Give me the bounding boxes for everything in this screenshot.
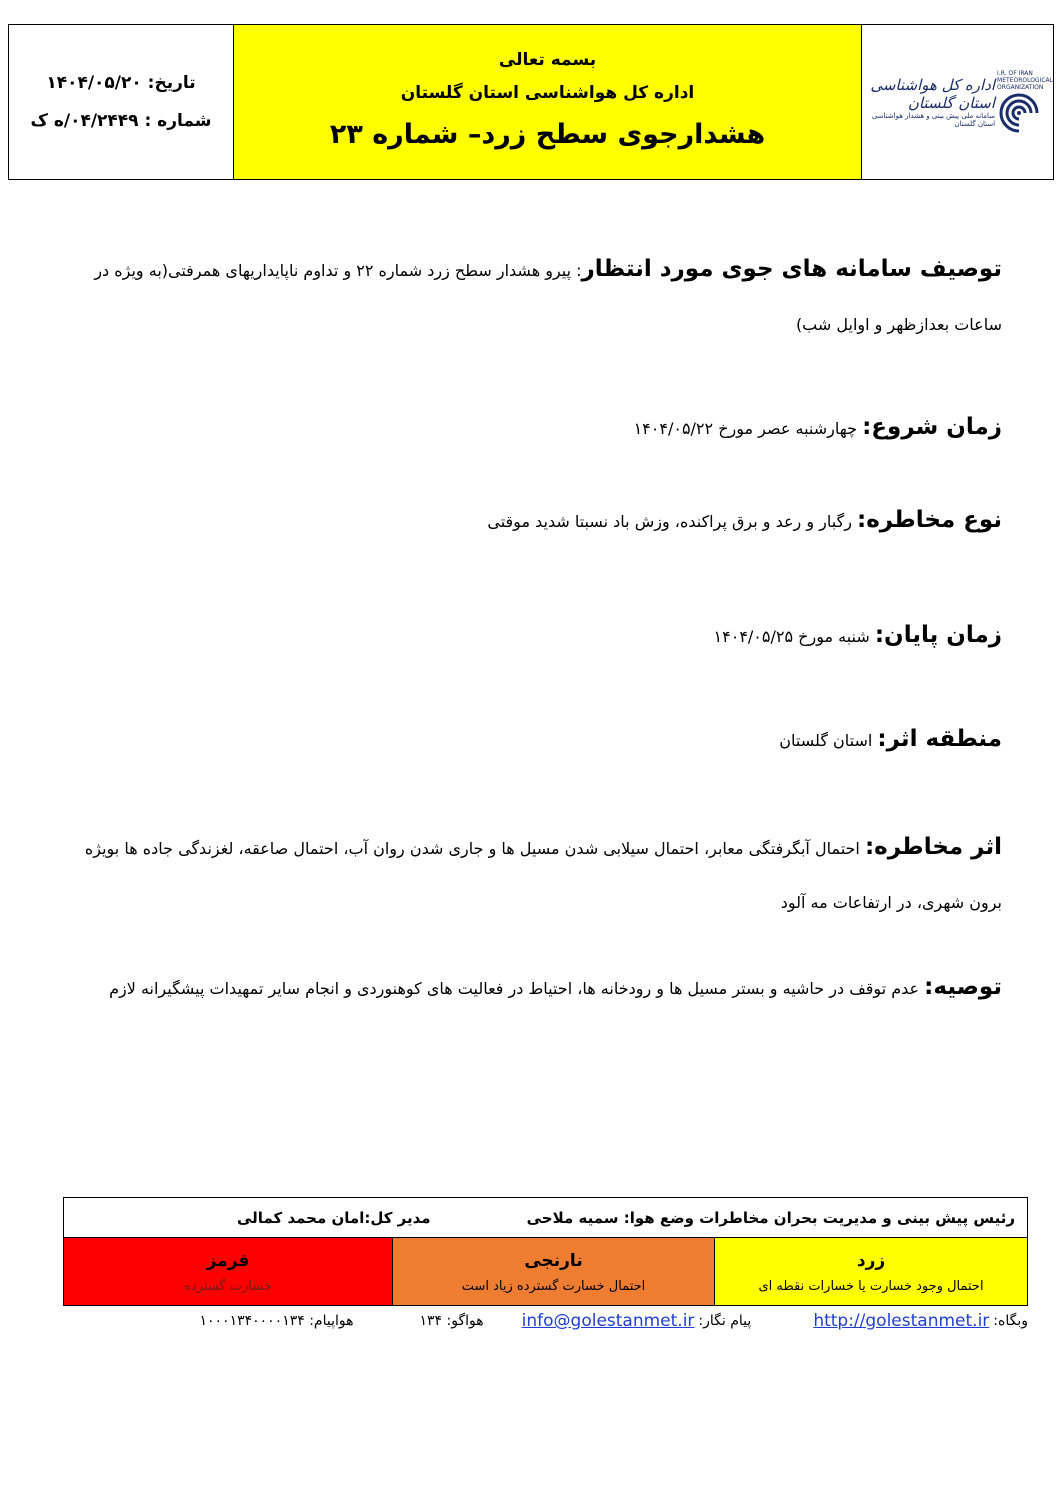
email-label: پیام نگار: — [698, 1313, 752, 1329]
section-label: منطقه اثر: — [877, 726, 1002, 752]
section-label: توصیه: — [924, 974, 1002, 1000]
level-name: نارنجی — [524, 1250, 583, 1271]
level-red-cell — [64, 1238, 392, 1305]
header-reference-cell — [9, 25, 234, 179]
section-label: توصیف سامانه های جوی مورد انتظار — [581, 256, 1002, 282]
sms-label: هواپیام: ۱۰۰۰۱۳۴۰۰۰۰۱۳۴ — [199, 1313, 354, 1329]
section-hazard-type — [57, 493, 1002, 549]
organization-logo — [862, 70, 1053, 135]
header-logo-cell — [862, 25, 1053, 179]
level-yellow-cell — [714, 1238, 1027, 1305]
section-label: اثر مخاطره: — [864, 834, 1002, 860]
section-label: زمان شروع: — [862, 414, 1002, 440]
level-orange-cell — [392, 1238, 714, 1305]
sms-item — [199, 1313, 353, 1329]
document-header — [8, 24, 1054, 180]
footer-table — [63, 1197, 1028, 1306]
section-start-time — [57, 400, 1002, 456]
contacts-line — [63, 1307, 1028, 1335]
section-hazard-effect — [57, 820, 1002, 930]
section-text: چهارشنبه عصر مورخ ۱۴۰۴/۰۵/۲۲ — [633, 419, 863, 438]
phone-label: هواگو: ۱۳۴ — [419, 1313, 484, 1329]
logo-english-line-2: METEOROLOGICAL — [997, 76, 1053, 84]
warning-levels-row — [64, 1238, 1027, 1305]
section-end-time — [57, 608, 1002, 664]
header-title-cell — [234, 25, 862, 179]
logo-english-line-3: ORGANIZATION — [997, 83, 1044, 91]
section-text: : پیرو هشدار سطح زرد شماره ۲۲ و تداوم ناپایداریهای همرفتی(به ویژه در ساعات بعدازظهر و اوایل شب) — [94, 261, 1002, 334]
phone-item — [420, 1313, 484, 1329]
section-text: شنبه مورخ ۱۴۰۴/۰۵/۲۵ — [713, 627, 875, 646]
website-item — [813, 1311, 1028, 1331]
logo-persian-subtitle: سامانه ملی پیش بینی و هشدار هواشناسی استان گلستان — [871, 112, 996, 128]
website-label: وبگاه: — [993, 1313, 1028, 1329]
section-expected-systems — [57, 242, 1002, 352]
meteorological-spiral-logo-icon — [997, 91, 1041, 135]
warning-title: هشدارجوی سطح زرد– شماره ۲۳ — [329, 119, 766, 150]
organization-name: اداره کل هواشناسی استان گلستان — [400, 83, 695, 103]
logo-persian-name: اداره کل هواشناسی استان گلستان — [870, 76, 996, 112]
section-recommendation — [57, 960, 1002, 1016]
footer-signatures-row — [64, 1198, 1027, 1238]
section-affected-area — [57, 712, 1002, 768]
email-link[interactable]: info@golestanmet.ir — [521, 1311, 695, 1331]
document-number: شماره : ۰۴/۲۴۴۹/ه ک — [30, 111, 212, 131]
bismillah-text: بسمه تعالی — [498, 50, 597, 70]
document-date: تاریخ: ۱۴۰۴/۰۵/۲۰ — [46, 73, 196, 93]
section-label: نوع مخاطره: — [857, 507, 1002, 533]
section-text: رگبار و رعد و برق پراکنده، وزش باد نسبتا شدید موقتی — [487, 512, 858, 531]
logo-english-line-1: I.R. OF IRAN — [997, 69, 1033, 77]
email-item — [522, 1311, 752, 1331]
website-link[interactable]: http://golestanmet.ir — [813, 1311, 990, 1331]
section-text: احتمال آبگرفتگی معابر، احتمال سیلابی شدن مسیل ها و جاری شدن روان آب، احتمال صاعقه، لغزندگی جاده ها بویژه برون شهری، در ارتفاعات مه آلود — [84, 839, 1002, 912]
section-text: عدم توقف در حاشیه و بستر مسیل ها و رودخانه ها، احتیاط در فعالیت های کوهنوردی و انجام سایر تمهیدات پیشگیرانه لازم — [109, 979, 925, 998]
section-label: زمان پایان: — [874, 622, 1002, 648]
director-name: مدیر کل:امان محمد کمالی — [237, 1208, 431, 1227]
level-description: احتمال خسارت گسترده زیاد است — [461, 1278, 646, 1294]
crisis-head-name: رئیس پیش بینی و مدیریت بحران مخاطرات وضع هوا: سمیه ملاحی — [526, 1208, 1015, 1227]
level-name: زرد — [856, 1250, 886, 1271]
level-name: قرمز — [206, 1250, 250, 1271]
section-text: استان گلستان — [779, 731, 878, 750]
level-description: احتمال وجود خسارت یا خسارات نقطه ای — [758, 1278, 984, 1294]
level-description: خسارت گسترده — [184, 1278, 272, 1294]
